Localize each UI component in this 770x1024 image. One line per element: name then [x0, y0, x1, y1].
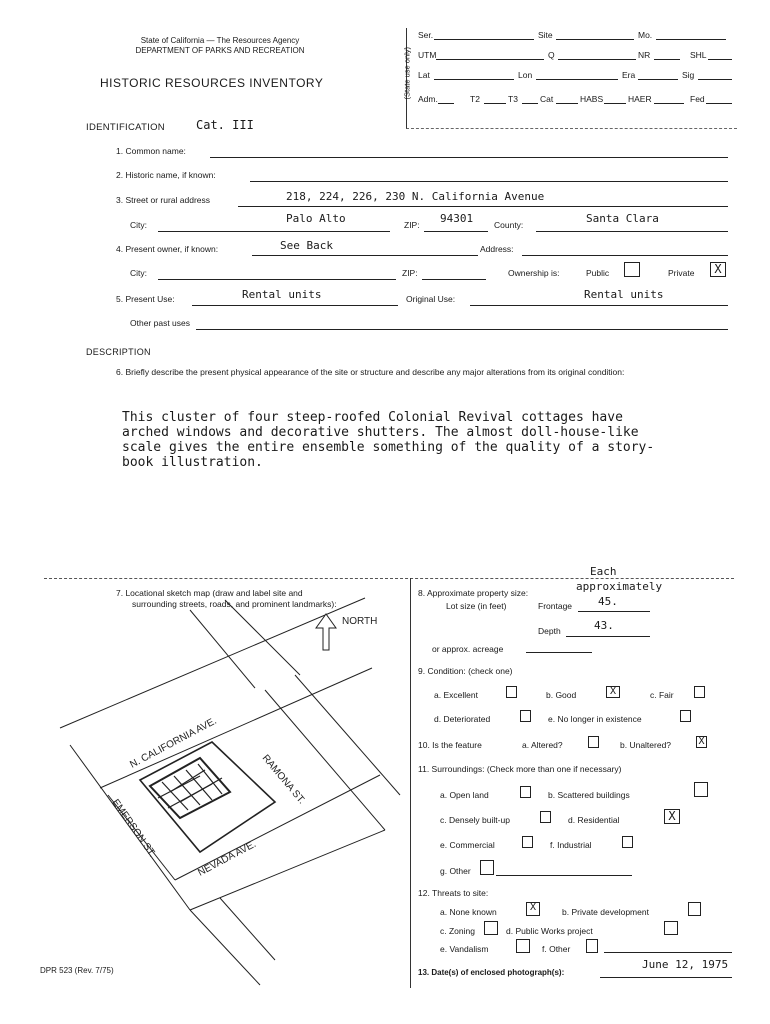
state-shl-line: [708, 59, 732, 60]
state-sig-label: Sig: [682, 70, 695, 80]
lower-divider: [44, 578, 734, 579]
state-shl-label: SHL: [690, 50, 707, 60]
state-adm-label: Adm.: [418, 94, 438, 104]
threats-zoning-checkbox[interactable]: [484, 921, 498, 935]
owner-field[interactable]: [252, 255, 478, 256]
threats-private-checkbox[interactable]: [688, 902, 701, 916]
condition-good-checkbox[interactable]: X: [606, 686, 620, 698]
state-habs-line: [604, 103, 626, 104]
common-name-field[interactable]: [210, 157, 728, 158]
property-size-label: 8. Approximate property size:: [418, 588, 529, 598]
original-use-label: Original Use:: [406, 294, 456, 304]
state-site-line: [556, 39, 634, 40]
street-label-nevada: NEVADA AVE.: [196, 838, 259, 879]
surroundings-densely-checkbox[interactable]: [540, 811, 551, 823]
depth-label: Depth: [538, 626, 561, 636]
surroundings-open-land-label: a. Open land: [440, 790, 489, 800]
lot-size-label: Lot size (in feet): [446, 601, 507, 611]
common-name-label: 1. Common name:: [116, 146, 186, 156]
other-uses-label: Other past uses: [130, 318, 191, 328]
present-use-field[interactable]: [192, 305, 398, 306]
surroundings-residential-checkbox[interactable]: X: [664, 809, 680, 824]
state-use-label: (State use only): [402, 46, 412, 100]
state-q-line: [558, 59, 636, 60]
feature-label: 10. Is the feature: [418, 740, 482, 750]
threats-none-checkbox[interactable]: X: [526, 902, 540, 916]
map-caption-2: surrounding streets, roads, and prominent landmarks):: [132, 599, 337, 609]
surroundings-other-label: g. Other: [440, 866, 471, 876]
historic-name-label: 2. Historic name, if known:: [116, 170, 216, 180]
condition-no-longer-label: e. No longer in existence: [548, 714, 642, 724]
private-checkbox[interactable]: X: [710, 262, 726, 277]
surroundings-scattered-checkbox[interactable]: [694, 782, 708, 797]
state-utm-line: [436, 59, 544, 60]
state-ser-label: Ser.: [418, 30, 434, 40]
city-field[interactable]: [158, 231, 390, 232]
city2-field[interactable]: [158, 279, 396, 280]
threats-vandalism-label: e. Vandalism: [440, 944, 489, 954]
state-sig-line: [698, 79, 732, 80]
description-line-2: arched windows and decorative shutters. The almost doll-house-like: [122, 425, 639, 440]
state-cat-label: Cat: [540, 94, 554, 104]
state-adm-line: [438, 103, 454, 104]
condition-excellent-checkbox[interactable]: [506, 686, 517, 698]
owner-label: 4. Present owner, if known:: [116, 244, 219, 254]
property-note-2: approximately: [576, 580, 663, 593]
map-caption-1: 7. Locational sketch map (draw and label site and: [116, 588, 303, 598]
state-era-line: [638, 79, 678, 80]
condition-good-label: b. Good: [546, 690, 577, 700]
public-label: Public: [586, 268, 610, 278]
state-t2-line: [484, 103, 506, 104]
private-label: Private: [668, 268, 695, 278]
street-value: 218, 224, 226, 230 N. California Avenue: [286, 190, 545, 203]
description-heading: DESCRIPTION: [86, 347, 151, 357]
department-line: DEPARTMENT OF PARKS AND RECREATION: [135, 46, 305, 55]
ownership-label: Ownership is:: [508, 268, 560, 278]
state-era-label: Era: [622, 70, 636, 80]
description-line-3: scale gives the entire ensemble something of the quality of a story-: [122, 440, 655, 455]
state-nr-label: NR: [638, 50, 651, 60]
frontage-field[interactable]: [578, 611, 650, 612]
depth-value: 43.: [594, 619, 614, 632]
threats-other-checkbox[interactable]: [586, 939, 598, 953]
condition-label: 9. Condition: (check one): [418, 666, 513, 676]
address-field[interactable]: [522, 255, 728, 256]
condition-fair-label: c. Fair: [650, 690, 674, 700]
surroundings-residential-label: d. Residential: [568, 815, 620, 825]
threats-public-works-label: d. Public Works project: [506, 926, 593, 936]
state-mo-line: [656, 39, 726, 40]
other-uses-field[interactable]: [196, 329, 728, 330]
county-field[interactable]: [536, 231, 728, 232]
state-fed-label: Fed: [690, 94, 705, 104]
map-right-border: [410, 578, 411, 988]
north-label: NORTH: [342, 616, 378, 627]
state-cat-line: [556, 103, 578, 104]
state-lat-line: [434, 79, 514, 80]
description-line-4: book illustration.: [122, 455, 263, 470]
state-utm-label: UTM: [418, 50, 437, 60]
zip2-field[interactable]: [422, 279, 486, 280]
zip-value: 94301: [440, 212, 474, 225]
identification-heading: IDENTIFICATION: [86, 122, 165, 133]
frontage-label: Frontage: [538, 601, 573, 611]
owner-value: See Back: [280, 239, 333, 252]
threats-public-works-checkbox[interactable]: [664, 921, 678, 935]
state-lon-line: [536, 79, 618, 80]
state-site-label: Site: [538, 30, 553, 40]
description-line-1: This cluster of four steep-roofed Colonial Revival cottages have: [122, 410, 623, 425]
historic-name-field[interactable]: [250, 181, 728, 182]
agency-line: State of California — The Resources Agency: [140, 36, 300, 45]
condition-excellent-label: a. Excellent: [434, 690, 478, 700]
acreage-label: or approx. acreage: [432, 644, 504, 654]
present-use-value: Rental units: [242, 288, 322, 301]
condition-no-longer-checkbox[interactable]: [680, 710, 691, 722]
state-t2-label: T2: [470, 94, 480, 104]
state-t3-line: [522, 103, 538, 104]
state-mo-label: Mo.: [638, 30, 653, 40]
feature-unaltered-label: b. Unaltered?: [620, 740, 672, 750]
feature-altered-label: a. Altered?: [522, 740, 563, 750]
surroundings-label: 11. Surroundings: (Check more than one if necessary): [418, 764, 622, 774]
threats-vandalism-checkbox[interactable]: [516, 939, 530, 953]
state-lat-label: Lat: [418, 70, 430, 80]
county-label: County:: [494, 220, 524, 230]
state-t3-label: T3: [508, 94, 518, 104]
county-value: Santa Clara: [586, 212, 659, 225]
street-label-california: N. CALIFORNIA AVE.: [128, 715, 219, 771]
photos-label: 13. Date(s) of enclosed photograph(s):: [418, 968, 565, 977]
surroundings-scattered-label: b. Scattered buildings: [548, 790, 630, 800]
state-haer-label: HAER: [628, 94, 652, 104]
street-label-ramona: RAMONA ST.: [259, 752, 308, 807]
original-use-field[interactable]: [470, 305, 728, 306]
photos-field[interactable]: [600, 977, 732, 978]
state-fed-line: [706, 103, 732, 104]
zip-field[interactable]: [424, 231, 488, 232]
surroundings-other-checkbox[interactable]: [480, 860, 494, 875]
threats-private-label: b. Private development: [562, 907, 649, 917]
depth-field[interactable]: [566, 636, 650, 637]
condition-deteriorated-label: d. Deteriorated: [434, 714, 491, 724]
city2-label: City:: [130, 268, 147, 278]
surroundings-industrial-checkbox[interactable]: [622, 836, 633, 848]
frontage-value: 45.: [598, 595, 618, 608]
description-prompt: 6. Briefly describe the present physical appearance of the site or structure and describe any major alterations from its original condition:: [116, 367, 625, 377]
category-value: Cat. III: [196, 118, 254, 132]
present-use-label: 5. Present Use:: [116, 294, 175, 304]
threats-zoning-label: c. Zoning: [440, 926, 475, 936]
city-label: City:: [130, 220, 147, 230]
property-note-1: Each: [590, 565, 617, 578]
city-value: Palo Alto: [286, 212, 346, 225]
acreage-field[interactable]: [526, 652, 592, 653]
state-q-label: Q: [548, 50, 555, 60]
feature-unaltered-checkbox[interactable]: X: [696, 736, 707, 748]
feature-altered-checkbox[interactable]: [588, 736, 599, 748]
condition-deteriorated-checkbox[interactable]: [520, 710, 531, 722]
threats-other-field[interactable]: [604, 952, 732, 953]
threats-other-label: f. Other: [542, 944, 571, 954]
surroundings-open-land-checkbox[interactable]: [520, 786, 531, 798]
address-label: Address:: [480, 244, 514, 254]
form-number: DPR 523 (Rev. 7/75): [40, 966, 114, 975]
surroundings-commercial-checkbox[interactable]: [522, 836, 533, 848]
state-nr-line: [654, 59, 680, 60]
locational-sketch-map: [40, 580, 410, 990]
public-checkbox[interactable]: [624, 262, 640, 277]
photos-value: June 12, 1975: [642, 958, 729, 971]
state-ser-line: [434, 39, 534, 40]
surroundings-commercial-label: e. Commercial: [440, 840, 495, 850]
state-lon-label: Lon: [518, 70, 533, 80]
surroundings-densely-label: c. Densely built-up: [440, 815, 510, 825]
threats-label: 12. Threats to site:: [418, 888, 489, 898]
street-label-emerson: EMERSON ST.: [109, 797, 158, 860]
state-haer-line: [654, 103, 684, 104]
surroundings-industrial-label: f. Industrial: [550, 840, 592, 850]
surroundings-other-field[interactable]: [496, 875, 632, 876]
original-use-value: Rental units: [584, 288, 664, 301]
street-label: 3. Street or rural address: [116, 195, 211, 205]
condition-fair-checkbox[interactable]: [694, 686, 705, 698]
zip-label: ZIP:: [404, 220, 420, 230]
zip2-label: ZIP:: [402, 268, 418, 278]
state-habs-label: HABS: [580, 94, 604, 104]
form-title: HISTORIC RESOURCES INVENTORY: [100, 76, 324, 90]
street-field[interactable]: [238, 206, 728, 207]
threats-none-label: a. None known: [440, 907, 497, 917]
